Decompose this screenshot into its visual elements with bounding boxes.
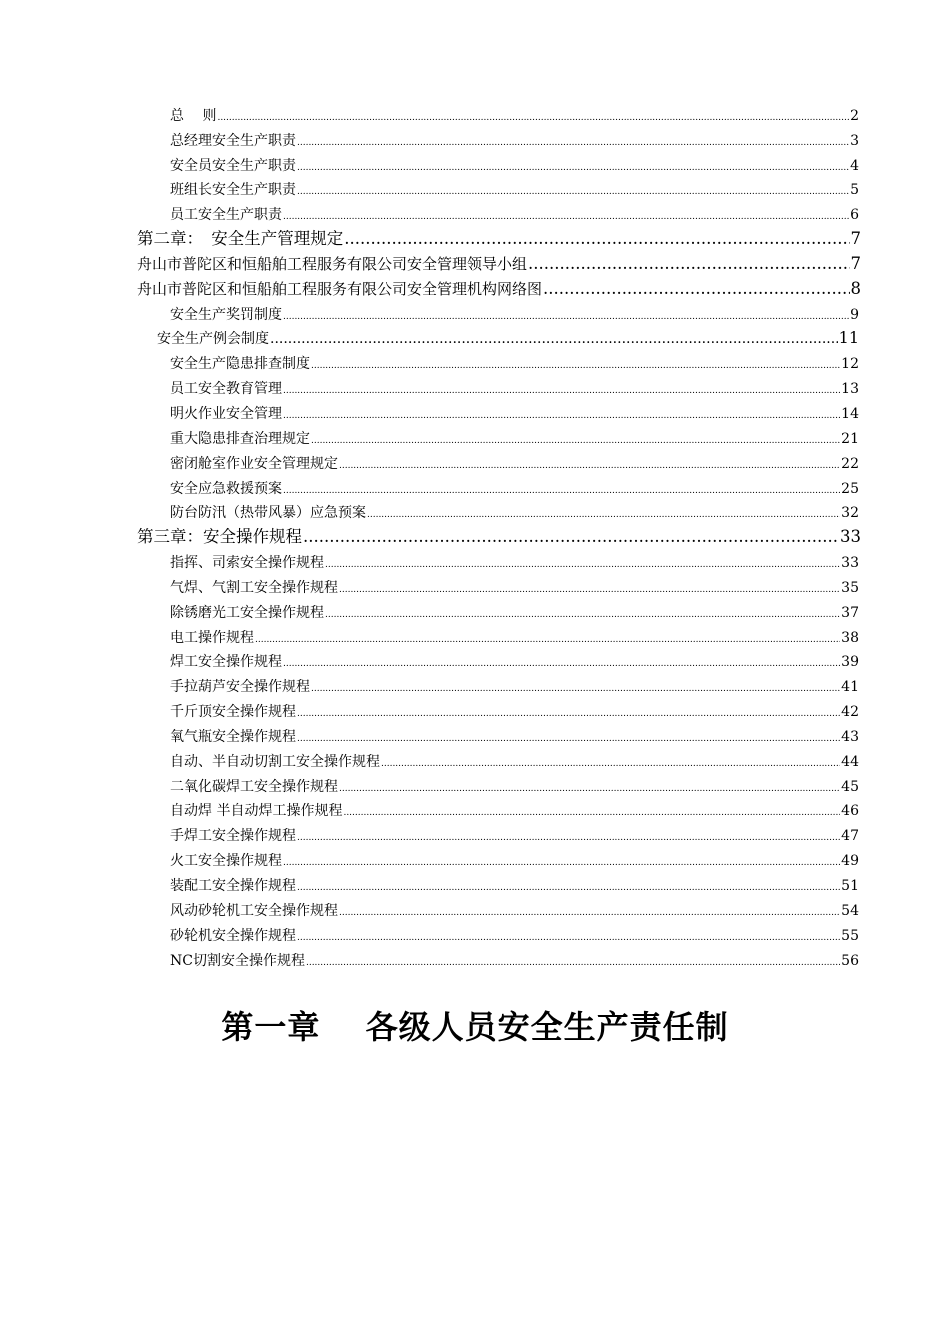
toc-leader-dots — [311, 436, 840, 446]
toc-entry-title: 安全生产例会制度 — [157, 331, 269, 348]
toc-entry-page: 5 — [850, 182, 859, 199]
toc-entry-title: 电工操作规程 — [170, 629, 254, 646]
toc-entry-title: 指挥、司索安全操作规程 — [170, 555, 324, 572]
toc-leader-dots — [270, 331, 838, 347]
toc-entry-title: 明火作业安全管理 — [170, 405, 282, 422]
toc-entry-title: 员工安全教育管理 — [170, 381, 282, 398]
toc-entry-title: 砂轮机安全操作规程 — [170, 927, 296, 944]
toc-leader-dots — [339, 585, 840, 595]
toc-entry-title: 员工安全生产职责 — [170, 207, 282, 224]
toc-leader-dots — [297, 734, 840, 744]
table-of-contents — [0, 100, 950, 970]
toc-leader-dots — [306, 958, 840, 968]
toc-entry[interactable] — [0, 746, 950, 771]
toc-entry[interactable] — [0, 175, 950, 200]
toc-entry-title: 第二章： 安全生产管理规定 — [137, 229, 344, 249]
toc-entry-title: 焊工安全操作规程 — [170, 654, 282, 671]
toc-leader-dots — [297, 709, 840, 719]
toc-entry-page: 22 — [841, 455, 859, 472]
toc-entry[interactable] — [0, 796, 950, 821]
toc-entry-page: 8 — [850, 278, 861, 298]
toc-entry[interactable] — [0, 845, 950, 870]
toc-chapter-entry[interactable] — [0, 224, 950, 249]
toc-entry-page: 25 — [841, 480, 859, 497]
toc-entry-page: 13 — [841, 381, 859, 398]
toc-entry-page: 2 — [850, 107, 859, 124]
toc-entry[interactable] — [0, 647, 950, 672]
toc-entry-page: 21 — [841, 430, 859, 447]
toc-entry-page: 44 — [841, 753, 859, 770]
toc-entry-title: 二氧化碳焊工安全操作规程 — [170, 778, 338, 795]
toc-entry-page: 56 — [841, 952, 859, 969]
toc-entry-page: 33 — [840, 527, 861, 547]
toc-entry-page: 43 — [841, 728, 859, 745]
toc-entry-page: 38 — [841, 629, 859, 646]
toc-entry-title: 总经理安全生产职责 — [170, 132, 296, 149]
toc-entry-page: 3 — [850, 132, 859, 149]
toc-entry-page: 11 — [838, 328, 859, 348]
toc-entry-title: 总 则 — [170, 107, 217, 124]
toc-leader-dots — [283, 411, 840, 421]
toc-entry[interactable] — [0, 373, 950, 398]
toc-leader-dots — [339, 461, 840, 471]
toc-entry-title: 班组长安全生产职责 — [170, 182, 296, 199]
toc-entry[interactable] — [0, 771, 950, 796]
toc-leader-dots — [283, 312, 849, 322]
toc-leader-dots — [283, 386, 840, 396]
toc-leader-dots — [283, 212, 849, 222]
toc-entry[interactable] — [0, 423, 950, 448]
toc-entry-page: 4 — [850, 157, 859, 174]
toc-entry[interactable] — [0, 671, 950, 696]
toc-entry-page: 49 — [841, 853, 859, 870]
toc-entry-page: 7 — [850, 253, 861, 273]
toc-entry-title: 安全员安全生产职责 — [170, 157, 296, 174]
toc-entry-title: 安全生产隐患排查制度 — [170, 356, 310, 373]
toc-leader-dots — [297, 163, 849, 173]
toc-chapter-entry[interactable] — [0, 522, 950, 547]
toc-entry-title: 自动、半自动切割工安全操作规程 — [170, 753, 380, 770]
toc-entry[interactable] — [0, 274, 950, 299]
toc-entry[interactable] — [0, 398, 950, 423]
toc-entry-title: 千斤顶安全操作规程 — [170, 704, 296, 721]
toc-leader-dots — [339, 784, 840, 794]
toc-entry[interactable] — [0, 572, 950, 597]
toc-entry-title: 舟山市普陀区和恒船舶工程服务有限公司安全管理机构网络图 — [137, 279, 543, 298]
toc-leader-dots — [297, 883, 840, 893]
toc-leader-dots — [325, 610, 840, 620]
toc-entry-page: 37 — [841, 604, 859, 621]
toc-leader-dots — [325, 560, 840, 570]
toc-entry[interactable] — [0, 199, 950, 224]
toc-leader-dots — [297, 833, 840, 843]
toc-leader-dots — [344, 229, 849, 248]
toc-entry-title: 自动焊 半自动焊工操作规程 — [170, 803, 343, 820]
toc-entry[interactable] — [0, 473, 950, 498]
toc-entry-title: 装配工安全操作规程 — [170, 878, 296, 894]
toc-entry-page: 39 — [841, 654, 859, 671]
toc-leader-dots — [381, 759, 840, 769]
toc-entry[interactable] — [0, 348, 950, 373]
toc-leader-dots — [528, 254, 849, 273]
toc-leader-dots — [367, 510, 840, 520]
toc-entry[interactable] — [0, 299, 950, 324]
toc-entry-title: 手焊工安全操作规程 — [170, 828, 296, 845]
toc-entry-page: 7 — [850, 229, 861, 249]
toc-entry[interactable] — [0, 498, 950, 523]
toc-entry-title: 除锈磨光工安全操作规程 — [170, 604, 324, 621]
toc-entry-title: NC切割安全操作规程 — [170, 952, 305, 969]
toc-leader-dots — [303, 527, 839, 546]
toc-entry[interactable] — [0, 324, 950, 349]
toc-entry-title: 防台防汛（热带风暴）应急预案 — [170, 505, 366, 522]
toc-leader-dots — [283, 486, 840, 496]
toc-entry-title: 安全应急救援预案 — [170, 480, 282, 497]
toc-entry-page: 35 — [841, 579, 859, 596]
toc-entry-title: 手拉葫芦安全操作规程 — [170, 679, 310, 696]
toc-entry[interactable] — [0, 870, 950, 895]
toc-entry-title: 气焊、气割工安全操作规程 — [170, 579, 338, 596]
toc-entry[interactable] — [0, 721, 950, 746]
toc-entry[interactable] — [0, 448, 950, 473]
toc-leader-dots — [283, 858, 840, 868]
toc-entry-title: 重大隐患排查治理规定 — [170, 430, 310, 447]
toc-leader-dots — [283, 659, 840, 669]
toc-entry[interactable] — [0, 696, 950, 721]
toc-entry-page: 55 — [841, 927, 859, 944]
toc-entry-page: 14 — [841, 405, 859, 422]
toc-entry-page: 12 — [841, 356, 859, 373]
toc-entry-title: 氧气瓶安全操作规程 — [170, 728, 296, 745]
toc-leader-dots — [297, 138, 849, 148]
toc-entry-page: 9 — [850, 306, 859, 323]
toc-entry[interactable] — [0, 125, 950, 150]
toc-leader-dots — [217, 113, 849, 123]
toc-entry[interactable] — [0, 547, 950, 572]
toc-entry-page: 41 — [841, 679, 859, 696]
toc-entry[interactable] — [0, 100, 950, 125]
toc-entry-page: 32 — [841, 505, 859, 522]
toc-entry[interactable] — [0, 945, 950, 970]
toc-entry-title: 安全生产奖罚制度 — [170, 306, 282, 323]
toc-entry-page: 51 — [841, 878, 859, 894]
toc-leader-dots — [255, 635, 840, 645]
toc-entry-title: 密闭舱室作业安全管理规定 — [170, 455, 338, 472]
toc-leader-dots — [297, 187, 849, 197]
toc-entry-title: 第三章：安全操作规程 — [137, 527, 302, 547]
toc-entry-page: 54 — [841, 902, 859, 919]
toc-entry-page: 45 — [841, 778, 859, 795]
toc-leader-dots — [339, 908, 840, 918]
toc-entry-page: 33 — [841, 555, 859, 572]
toc-entry-page: 46 — [841, 803, 859, 820]
chapter-heading: 第一章 各级人员安全生产责任制 — [221, 1008, 729, 1046]
toc-entry[interactable] — [0, 597, 950, 622]
toc-entry[interactable] — [0, 249, 950, 274]
toc-leader-dots — [311, 361, 840, 371]
toc-entry[interactable] — [0, 820, 950, 845]
toc-entry[interactable] — [0, 895, 950, 920]
toc-leader-dots — [311, 684, 840, 694]
toc-entry-title: 舟山市普陀区和恒船舶工程服务有限公司安全管理领导小组 — [137, 254, 528, 273]
toc-entry-page: 47 — [841, 828, 859, 845]
toc-leader-dots — [343, 808, 840, 818]
toc-entry[interactable] — [0, 920, 950, 945]
toc-entry-title: 风动砂轮机工安全操作规程 — [170, 902, 338, 919]
toc-entry[interactable] — [0, 150, 950, 175]
toc-entry-page: 6 — [850, 207, 859, 224]
toc-entry-title: 火工安全操作规程 — [170, 853, 282, 870]
toc-entry-page: 42 — [841, 704, 859, 721]
toc-entry[interactable] — [0, 622, 950, 647]
toc-leader-dots — [297, 933, 840, 943]
toc-leader-dots — [543, 279, 849, 298]
